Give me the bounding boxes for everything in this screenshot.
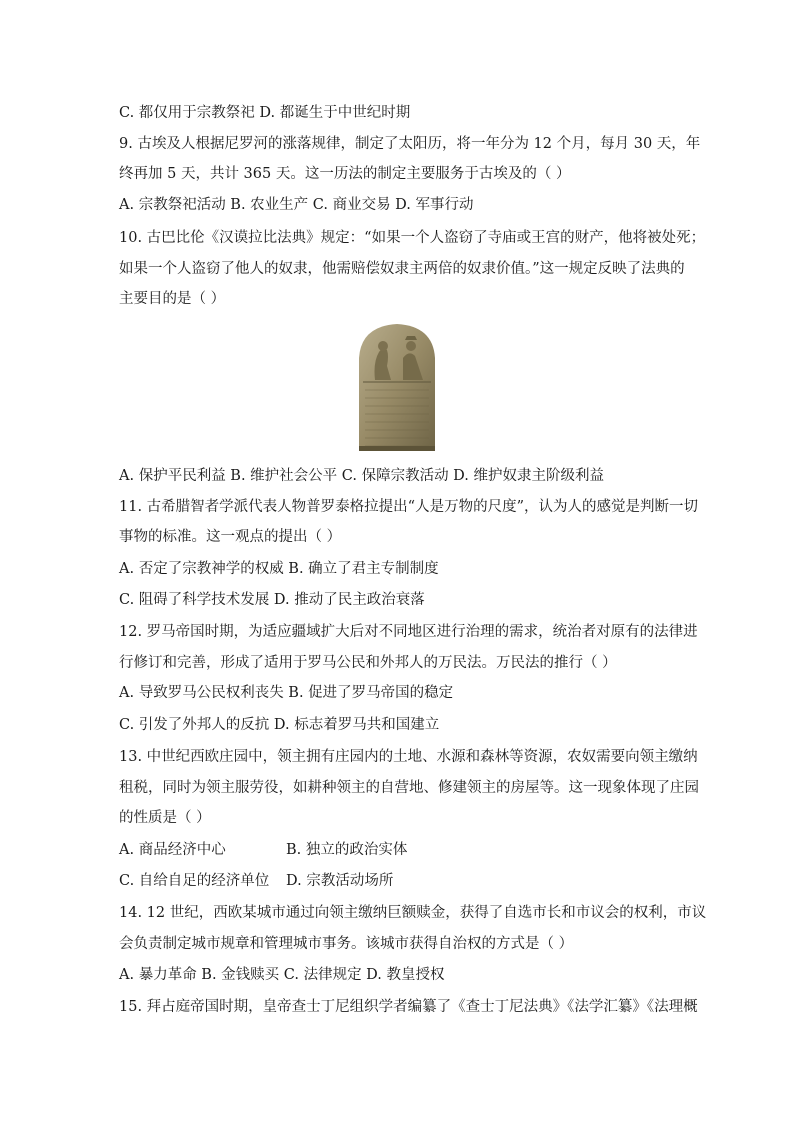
q13-option-a: A. 商品经济中心 <box>119 842 226 858</box>
q12-stem-line1: 12. 罗马帝国时期，为适应疆域扩大后对不同地区进行治理的需求，统治者对原有的法律进 <box>119 624 698 640</box>
q12-options-ab: A. 导致罗马公民权利丧失 B. 促进了罗马帝国的稳定 <box>119 685 454 701</box>
q14-options: A. 暴力革命 B. 金钱赎买 C. 法律规定 D. 教皇授权 <box>119 967 445 983</box>
q11-options-cd: C. 阻碍了科学技术发展 D. 推动了民主政治衰落 <box>119 592 425 608</box>
q11-stem-line2: 事物的标准。这一观点的提出（ ） <box>119 529 342 545</box>
q15-stem-line1: 15. 拜占庭帝国时期，皇帝查士丁尼组织学者编纂了《查士丁尼法典》《法学汇纂》《法理概 <box>119 999 698 1015</box>
q13-option-b: B. 独立的政治实体 <box>286 842 408 858</box>
q10-stem-line2: 如果一个人盗窃了他人的奴隶，他需赔偿奴隶主两倍的奴隶价值。”这一规定反映了法典的 <box>119 261 685 277</box>
q9-stem-line2: 终再加 5 天，共计 365 天。这一历法的制定主要服务于古埃及的（ ） <box>119 166 571 182</box>
q10-stem-line3: 主要目的是（ ） <box>119 291 226 307</box>
q13-stem-line3: 的性质是（ ） <box>119 810 211 826</box>
q10-options: A. 保护平民利益 B. 维护社会公平 C. 保障宗教活动 D. 维护奴隶主阶级利益 <box>119 468 605 484</box>
q8-options-cd: C. 都仅用于宗教祭祀 D. 都诞生于中世纪时期 <box>119 105 411 121</box>
hammurabi-stele-image <box>353 322 440 451</box>
q14-stem-line2: 会负责制定城市规章和管理城市事务。该城市获得自治权的方式是（ ） <box>119 936 574 952</box>
q11-options-ab: A. 否定了宗教神学的权威 B. 确立了君主专制制度 <box>119 561 439 577</box>
q10-stem-line1: 10. 古巴比伦《汉谟拉比法典》规定：“如果一个人盗窃了寺庙或王宫的财产，他将被处死； <box>119 230 706 246</box>
q13-option-d: D. 宗教活动场所 <box>286 873 394 889</box>
q11-stem-line1: 11. 古希腊智者学派代表人物普罗泰格拉提出“人是万物的尺度”，认为人的感觉是判断一切 <box>119 499 698 515</box>
q13-stem-line1: 13. 中世纪西欧庄园中，领主拥有庄园内的土地、水源和森林等资源，农奴需要向领主缴纳 <box>119 749 698 765</box>
q9-options: A. 宗教祭祀活动 B. 农业生产 C. 商业交易 D. 军事行动 <box>119 197 474 213</box>
q9-stem-line1: 9. 古埃及人根据尼罗河的涨落规律，制定了太阳历，将一年分为 12 个月，每月 30 天，年 <box>119 136 701 152</box>
q12-options-cd: C. 引发了外邦人的反抗 D. 标志着罗马共和国建立 <box>119 717 440 733</box>
q14-stem-line1: 14. 12 世纪，西欧某城市通过向领主缴纳巨额赎金，获得了自选市长和市议会的权利，市议 <box>119 905 707 921</box>
q12-stem-line2: 行修订和完善，形成了适用于罗马公民和外邦人的万民法。万民法的推行（ ） <box>119 655 617 671</box>
q13-option-c: C. 自给自足的经济单位 <box>119 873 270 889</box>
q13-stem-line2: 租税，同时为领主服劳役，如耕种领主的自营地、修建领主的房屋等。这一现象体现了庄园 <box>119 780 699 796</box>
